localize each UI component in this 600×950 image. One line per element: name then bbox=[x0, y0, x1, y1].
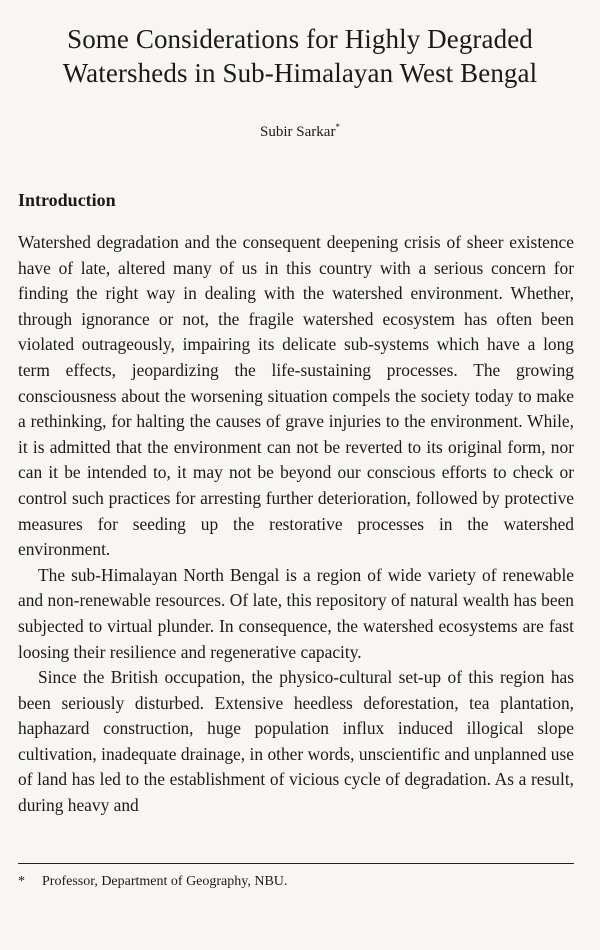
footnote-divider bbox=[18, 863, 574, 864]
title-line-2: Watersheds in Sub-Himalayan West Bengal bbox=[62, 58, 538, 88]
footnote bbox=[18, 874, 287, 890]
footnote-text: Professor, Department of Geography, NBU. bbox=[42, 874, 288, 889]
title-line-1: Some Considerations for Highly Degraded bbox=[67, 24, 533, 54]
author-footnote-mark: * bbox=[335, 122, 340, 132]
author-byline bbox=[0, 122, 600, 141]
footnote-mark: * bbox=[18, 874, 25, 889]
paragraph-1: Watershed degradation and the consequent deepening crisis of sheer existence have of late, altered many of us in this country with a serious concern for finding the right way in dealing with the watershed environment. Whether, through ignorance or not, the fragile watershed ecosystem has often been violated outrageously, impairing its delicate sub-systems which have a long term effects, jeopardizing the life-sustaining processes. The growing consciousness about the worsening situation compels the society today to make a rethinking, for halting the causes of grave injuries to the environment. While, it is admitted that the environment can not be reverted to its original form, nor can it be intended to, it may not be beyond our conscious efforts to check or control such practices for arresting further deterioration, followed by protective measures for seeding up the restorative processes in the watershed environment. bbox=[18, 232, 574, 560]
article-body bbox=[18, 230, 574, 819]
section-heading: Introduction bbox=[18, 190, 116, 210]
article-title bbox=[20, 22, 580, 90]
paragraph-3: Since the British occupation, the physico-cultural set-up of this region has been seriously disturbed. Extensive heedless deforestation, tea plantation, haphazard construction, huge population influx induced illogical slope cultivation, inadequate drainage, in other words, unscientific and unplanned use of land has led to the establishment of vicious cycle of degradation. As a result, during heavy and bbox=[18, 667, 574, 816]
paragraph-2: The sub-Himalayan North Bengal is a region of wide variety of renewable and non-renewable resources. Of late, this repository of natural wealth has been subjected to virtual plunder. In consequence, the watershed ecosystems are fast loosing their resilience and regenerative capacity. bbox=[18, 564, 574, 662]
author-name: Subir Sarkar bbox=[260, 124, 336, 140]
